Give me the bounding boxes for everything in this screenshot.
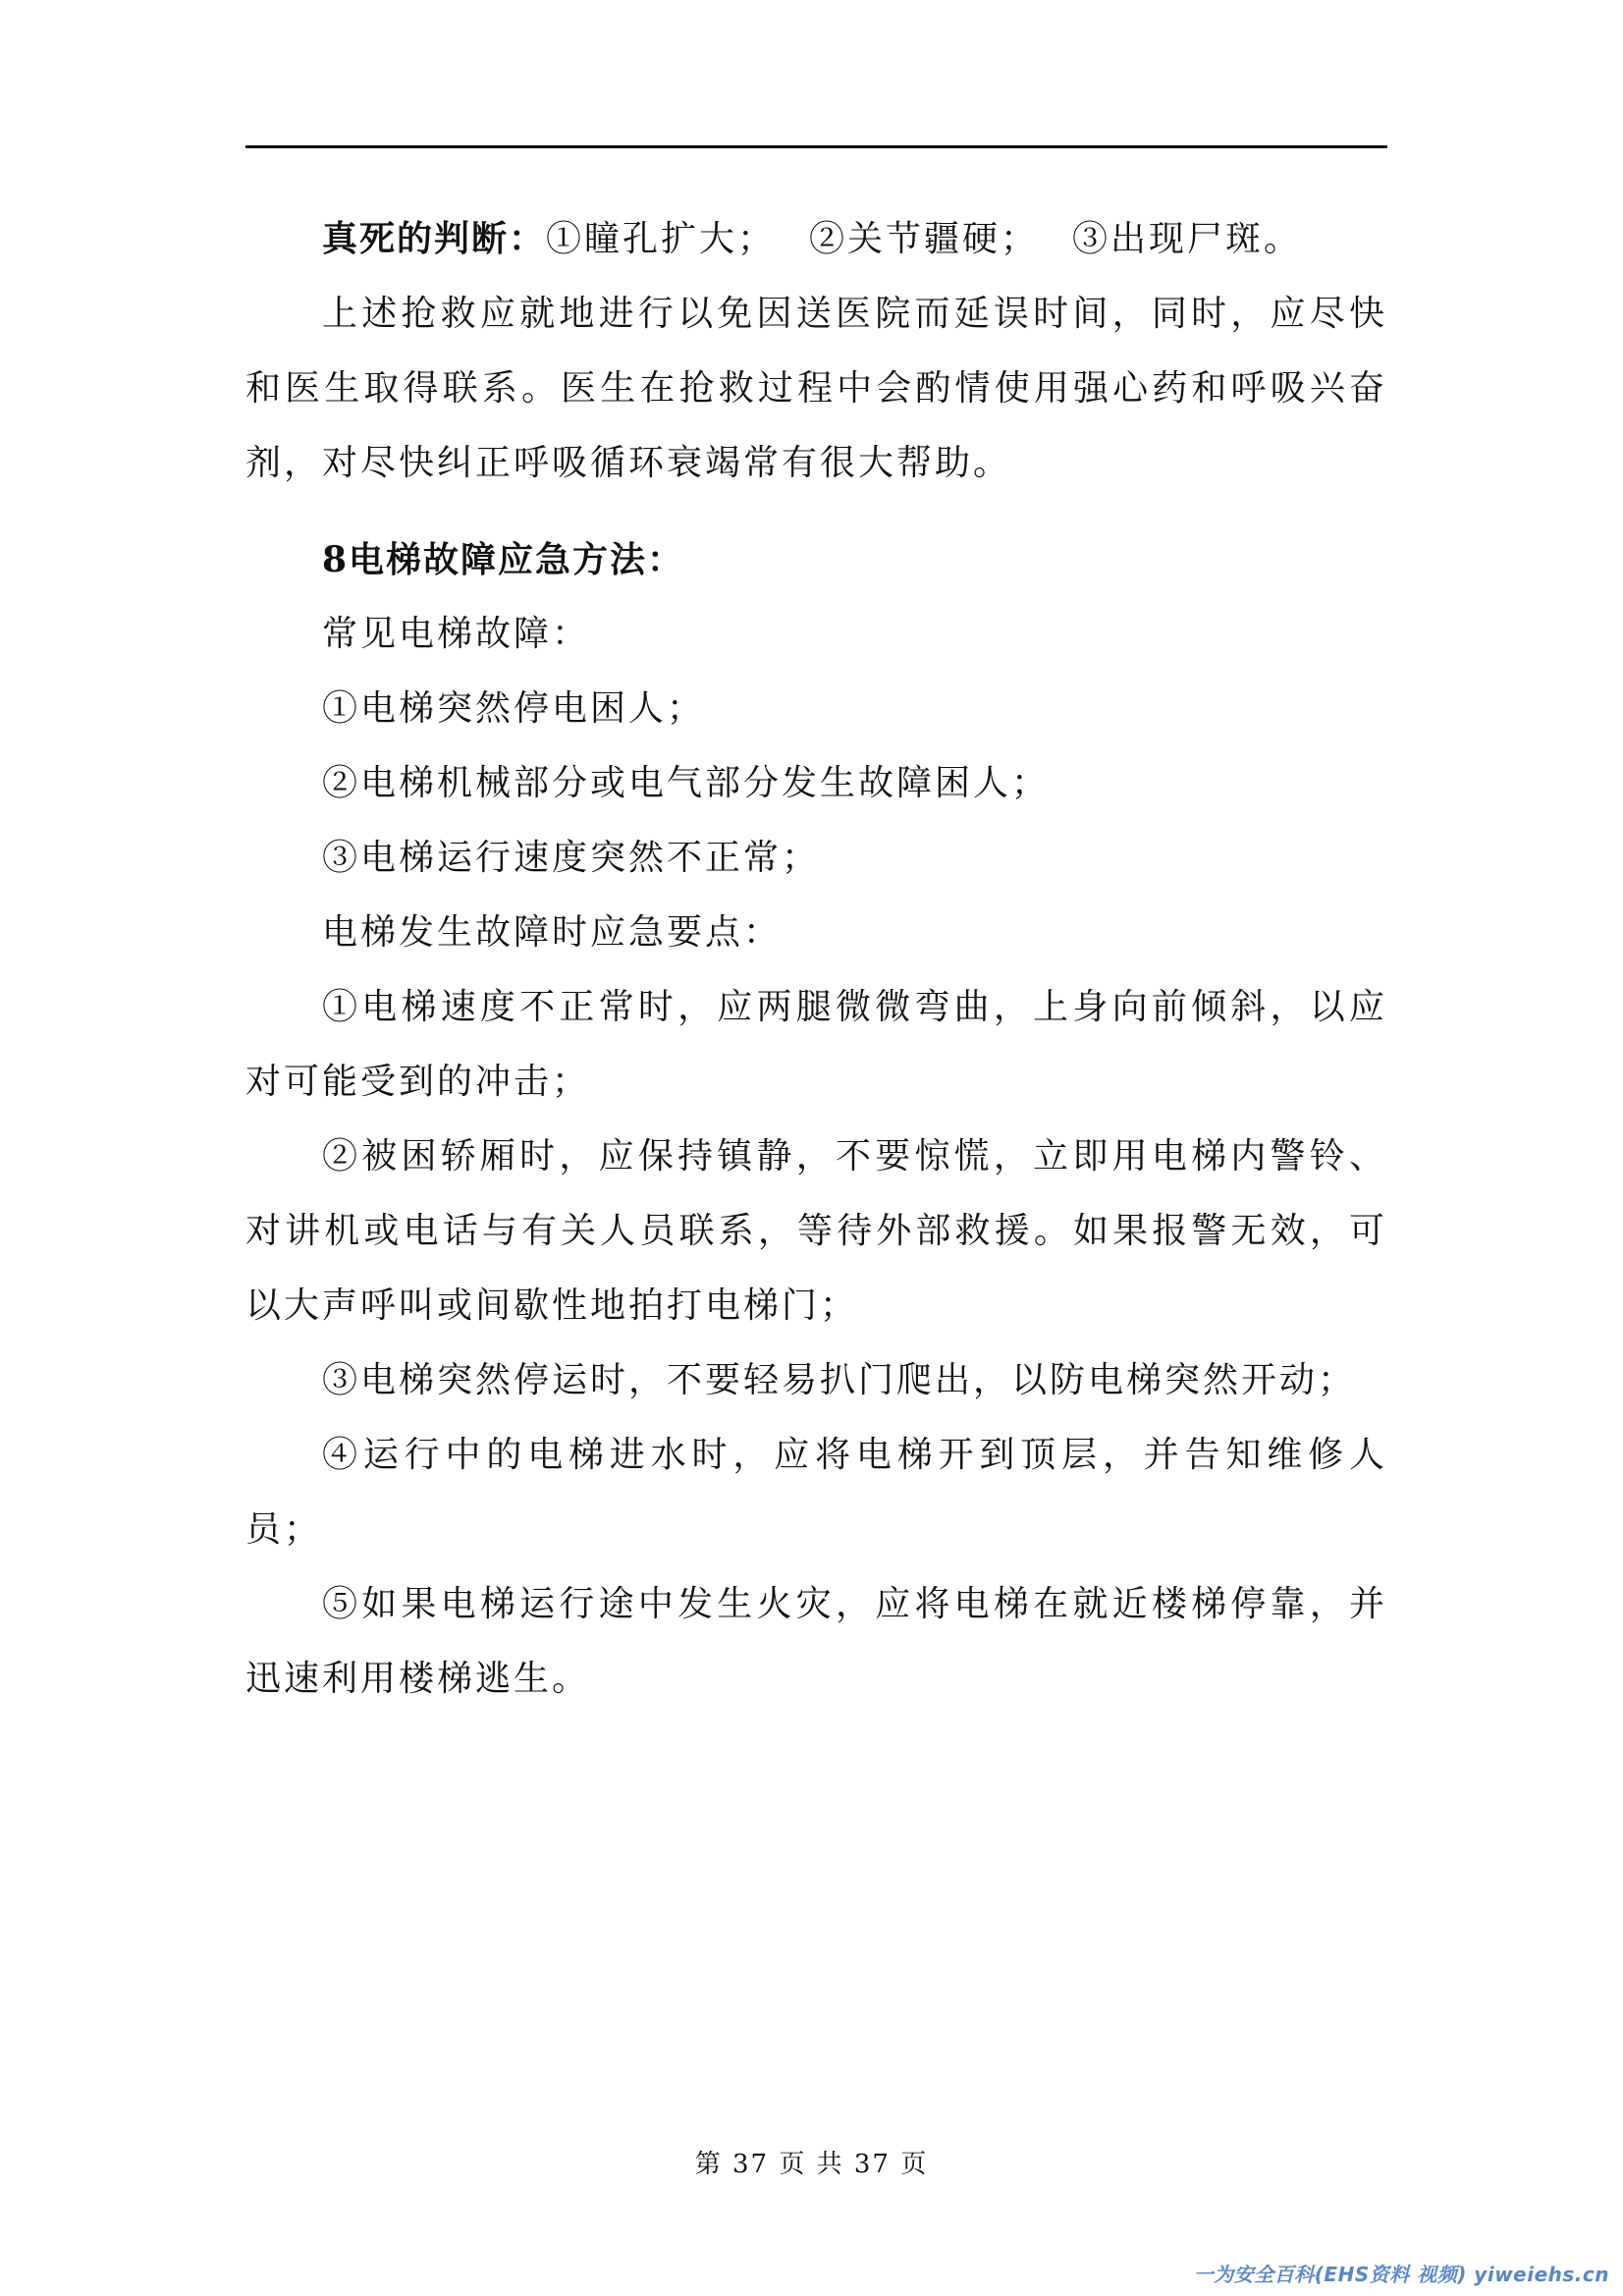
common-faults-intro: 常见电梯故障：: [322, 614, 591, 654]
emergency-point-item: ①电梯速度不正常时，应两腿微微弯曲，上身向前倾斜，以应对可能受到的冲击；: [245, 987, 1387, 1102]
emergency-point-item: ⑤如果电梯运行途中发生火灾，应将电梯在就近楼梯停靠，并迅速利用楼梯逃生。: [245, 1584, 1387, 1699]
death-judgment-line: [245, 201, 1387, 277]
page-content: [245, 201, 1387, 1717]
rescue-paragraph: 上述抢救应就地进行以免因送医院而延误时间，同时，应尽快和医生取得联系。医生在抢救过程中会酌情使用强心药和呼吸兴奋剂，对尽快纠正呼吸循环衰竭常有很大帮助。: [245, 294, 1387, 483]
common-fault-item: ③电梯运行速度突然不正常；: [322, 838, 821, 878]
section-heading: 8电梯故障应急方法：: [322, 539, 685, 580]
death-judgment-item-2: ②关节疆硬；: [809, 219, 1040, 259]
emergency-points-intro: 电梯发生故障时应急要点：: [322, 912, 783, 953]
death-judgment-label: 真死的判断：: [322, 218, 547, 259]
death-judgment-item-3: ③出现尸斑。: [1072, 219, 1303, 259]
common-fault-item: ②电梯机械部分或电气部分发生故障困人；: [322, 763, 1051, 803]
page-number: 第 37 页 共 37 页: [694, 2150, 929, 2179]
watermark-text: 一为安全百科(EHS资料 视频) yiweiehs.cn: [1193, 2263, 1609, 2286]
header-rule: [245, 145, 1387, 148]
death-judgment-item-1: ①瞳孔扩大；: [546, 219, 777, 259]
emergency-point-item: ③电梯突然停运时，不要轻易扒门爬出，以防电梯突然开动；: [322, 1360, 1357, 1400]
emergency-point-item: ④运行中的电梯进水时，应将电梯开到顶层，并告知维修人员；: [245, 1435, 1387, 1550]
emergency-point-item: ②被困轿厢时，应保持镇静，不要惊慌，立即用电梯内警铃、对讲机或电话与有关人员联系，等待外部救援。如果报警无效，可以大声呼叫或间歇性地拍打电梯门；: [245, 1136, 1387, 1326]
common-fault-item: ①电梯突然停电困人；: [322, 688, 706, 729]
